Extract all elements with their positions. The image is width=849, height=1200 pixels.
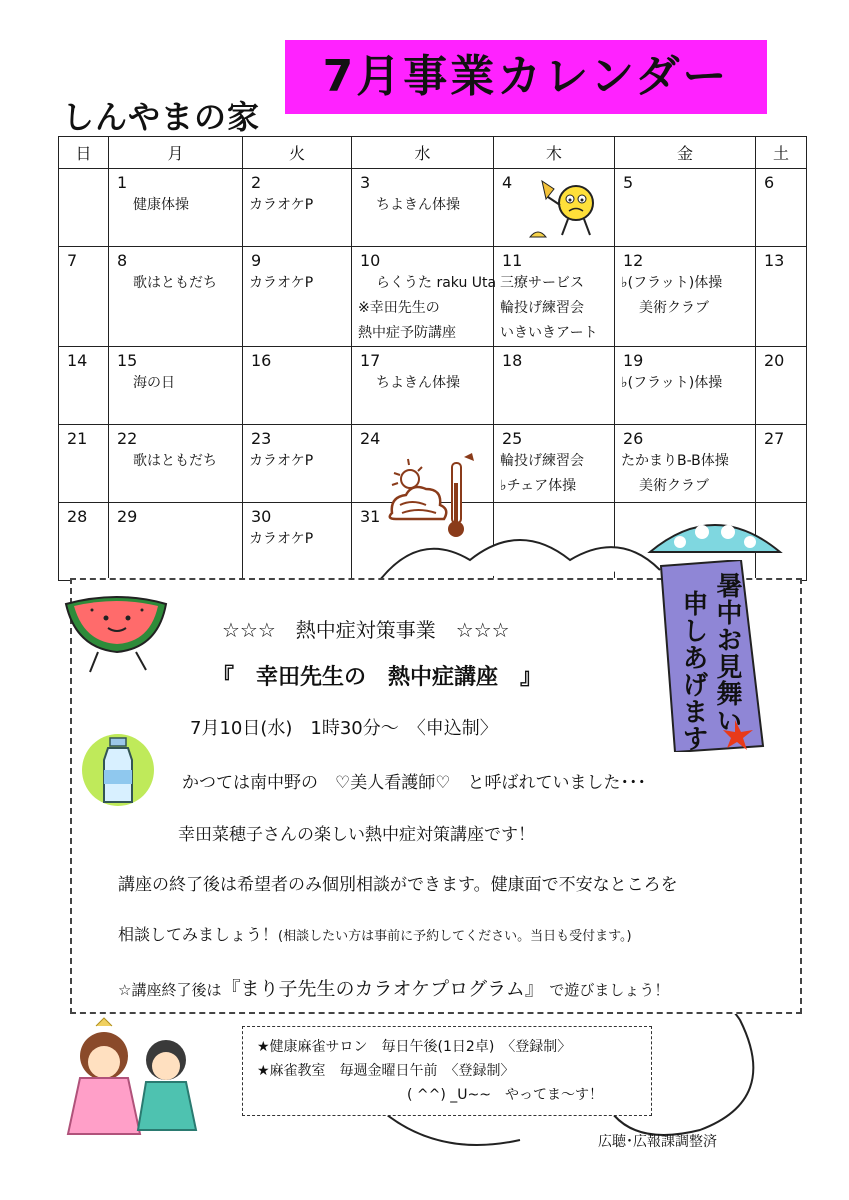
weekday-sat: 土 [756, 137, 807, 169]
event-label: カラオケP [249, 531, 314, 547]
day-cell [494, 347, 615, 425]
day-cell [615, 169, 756, 247]
sun-character-icon [524, 175, 609, 243]
day-number: 26 [623, 429, 644, 448]
day-cell [494, 425, 615, 503]
day-number: 15 [117, 351, 138, 370]
karaoke-program-highlight: 『まり子先生のカラオケプログラム』 [221, 978, 535, 1000]
day-number: 1 [117, 173, 128, 192]
event-datetime: 7月10日(水) 1時30分～ 〈申込制〉 [190, 718, 498, 739]
day-number: 31 [360, 507, 381, 526]
weekday-wed: 水 [352, 137, 494, 169]
day-cell [352, 169, 494, 247]
day-number: 10 [360, 251, 381, 270]
mahjong-line-3: ( ^^) _U~~ やってま～す！ [407, 1087, 603, 1103]
day-number: 5 [623, 173, 634, 192]
week-row [59, 425, 807, 503]
day-number: 6 [764, 173, 775, 192]
day-number: 30 [251, 507, 272, 526]
day-cell [59, 425, 109, 503]
event-text-4 [118, 922, 632, 945]
day-number: 21 [67, 429, 88, 448]
day-cell [109, 169, 243, 247]
wind-chime-icon [640, 508, 790, 568]
day-number: 2 [251, 173, 262, 192]
day-cell [615, 247, 756, 347]
day-number: 7 [67, 251, 78, 270]
day-number: 24 [360, 429, 381, 448]
org-name: しんやまの家 [62, 98, 261, 136]
event-label: 美術クラブ [639, 478, 709, 494]
event-label: ちよきん体操 [376, 197, 460, 213]
day-number: 20 [764, 351, 785, 370]
mahjong-info-box [242, 1026, 652, 1116]
day-number: 29 [117, 507, 138, 526]
week-row [59, 169, 807, 247]
weekday-mon: 月 [109, 137, 243, 169]
event-heading: ☆☆☆ 熱中症対策事業 ☆☆☆ [222, 618, 510, 642]
day-number: 18 [502, 351, 523, 370]
weekday-tue: 火 [243, 137, 352, 169]
day-cell [494, 169, 615, 247]
day-number: 28 [67, 507, 88, 526]
day-number: 4 [502, 173, 513, 192]
event-text-5 [118, 974, 669, 1001]
weekday-thu: 木 [494, 137, 615, 169]
day-cell [109, 347, 243, 425]
event-label: 三療サービス [500, 275, 584, 291]
week-row [59, 247, 807, 347]
day-number: 9 [251, 251, 262, 270]
day-number: 3 [360, 173, 371, 192]
weekday-fri: 金 [615, 137, 756, 169]
event-text-3: 講座の終了後は希望者のみ個別相談ができます。健康面で不安なところを [118, 875, 678, 895]
event-text-4-main: 相談してみましょう！ [118, 925, 279, 944]
greeting-col-1: 暑中お見舞い [712, 572, 742, 734]
event-label: たかまりB-B体操 [621, 453, 729, 469]
event-label: 熱中症予防講座 [358, 325, 456, 341]
day-number: 19 [623, 351, 644, 370]
greeting-col-2: 申しあげます [678, 590, 708, 752]
event-label: 歌はともだち [133, 275, 217, 291]
event-label: ※幸田先生の [358, 300, 440, 316]
day-cell [243, 425, 352, 503]
day-number: 11 [502, 251, 523, 270]
mahjong-line-2: ★麻雀教室 毎週金曜日午前 〈登録制〉 [257, 1063, 515, 1079]
day-cell [352, 425, 494, 503]
day-cell [109, 425, 243, 503]
event-text-5-post: で遊びましょう！ [534, 981, 670, 999]
weekday-header-row [59, 137, 807, 169]
event-label: カラオケP [249, 197, 314, 213]
day-cell [756, 425, 807, 503]
event-label: ♭(フラット)体操 [621, 275, 723, 291]
week-row [59, 347, 807, 425]
day-cell [615, 347, 756, 425]
approval-note: 広聴･広報課調整済 [598, 1134, 717, 1150]
event-text-4-note: (相談したい方は事前に予約してください。当日も受付ます。) [278, 929, 632, 944]
day-number: 16 [251, 351, 272, 370]
lecture-title: 『 幸田先生の 熱中症講座 』 [212, 665, 543, 690]
page-title: 7月事業カレンダー [285, 40, 767, 114]
day-cell [59, 169, 109, 247]
event-label: 歌はともだち [133, 453, 217, 469]
day-cell [756, 169, 807, 247]
event-text-1: かつては南中野の ♡美人看護師♡ と呼ばれていました･･･ [182, 773, 646, 793]
day-number: 8 [117, 251, 128, 270]
day-cell [243, 247, 352, 347]
day-number: 27 [764, 429, 785, 448]
day-cell [352, 247, 497, 347]
day-cell [243, 347, 352, 425]
water-bottle-icon [78, 730, 158, 810]
day-number: 22 [117, 429, 138, 448]
weekday-sun: 日 [59, 137, 109, 169]
event-label: カラオケP [249, 275, 314, 291]
mahjong-line-1: ★健康麻雀サロン 毎日午後(1日2卓) 〈登録制〉 [257, 1039, 572, 1055]
event-label: ♭(フラット)体操 [621, 375, 723, 391]
event-label: 海の日 [133, 375, 175, 391]
event-label: 輪投げ練習会 [500, 300, 584, 316]
day-cell [756, 347, 807, 425]
day-cell [243, 169, 352, 247]
day-cell [59, 347, 109, 425]
event-label: いきいきアート [500, 325, 598, 341]
day-cell [352, 347, 494, 425]
day-number: 14 [67, 351, 88, 370]
day-cell [109, 247, 243, 347]
event-text-2: 幸田菜穂子さんの楽しい熱中症対策講座です！ [178, 825, 535, 845]
event-label: ♭チェア体操 [500, 478, 577, 494]
tanabata-couple-icon [56, 1016, 226, 1144]
summer-greeting-lantern [655, 560, 767, 752]
event-label: ちよきん体操 [376, 375, 460, 391]
event-label: 健康体操 [133, 197, 189, 213]
day-number: 13 [764, 251, 785, 270]
event-label: 美術クラブ [639, 300, 709, 316]
event-label: らくうた raku Uta [376, 275, 497, 291]
event-label: 輪投げ練習会 [500, 453, 584, 469]
day-number: 17 [360, 351, 381, 370]
day-number: 23 [251, 429, 272, 448]
watermelon-icon [62, 588, 172, 680]
day-cell [756, 247, 807, 347]
day-number: 25 [502, 429, 523, 448]
day-number: 12 [623, 251, 644, 270]
day-cell [615, 425, 756, 503]
day-cell [59, 247, 109, 347]
day-cell [494, 247, 615, 347]
event-label: カラオケP [249, 453, 314, 469]
event-text-5-pre: ☆講座終了後は [118, 981, 222, 999]
